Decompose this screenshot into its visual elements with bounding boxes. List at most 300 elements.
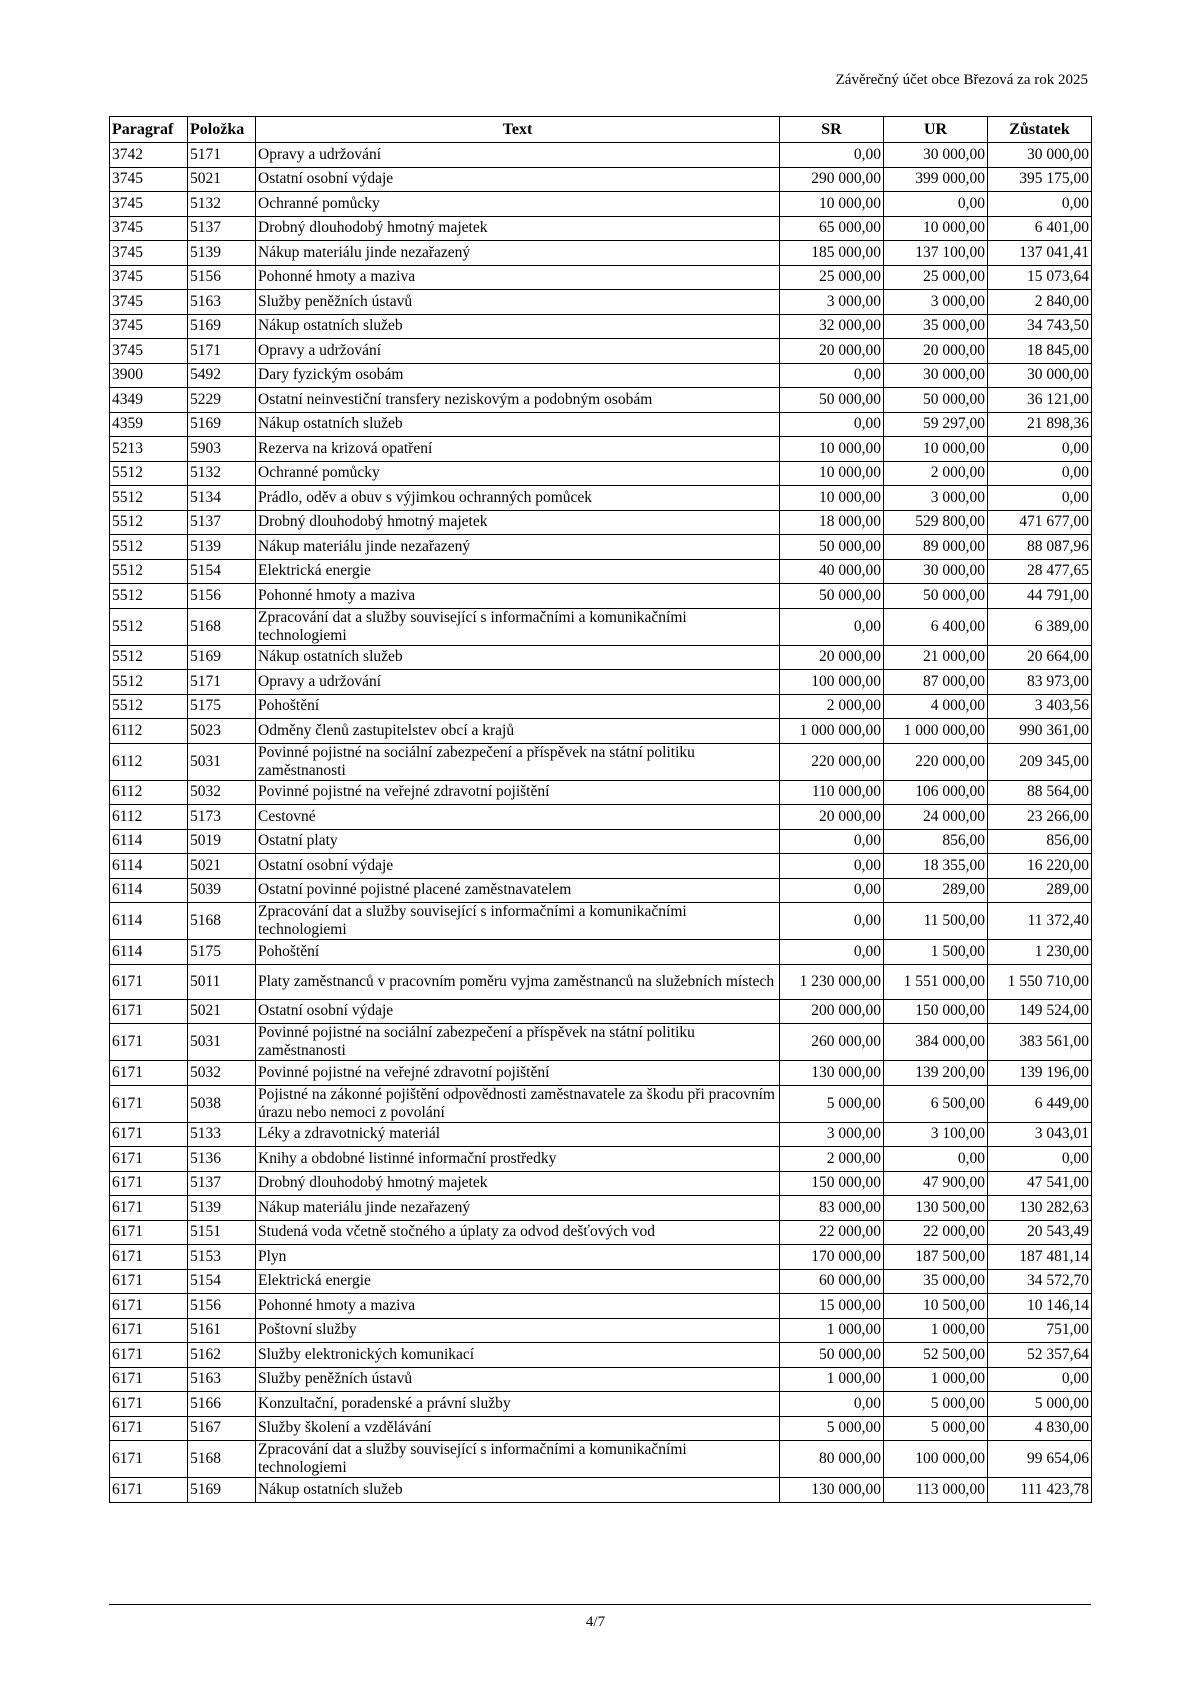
- column-header-ur: UR: [884, 117, 988, 143]
- cell-zustatek: 6 389,00: [988, 608, 1092, 645]
- cell-sr: 2 000,00: [780, 1147, 884, 1172]
- cell-polozka: 5132: [188, 192, 256, 217]
- cell-zustatek: 99 654,06: [988, 1441, 1092, 1478]
- cell-text: Nákup ostatních služeb: [256, 412, 780, 437]
- cell-zustatek: 83 973,00: [988, 670, 1092, 695]
- cell-zustatek: 289,00: [988, 878, 1092, 903]
- cell-paragraf: 6171: [110, 1392, 188, 1417]
- cell-text: Služby elektronických komunikací: [256, 1343, 780, 1368]
- table-row: [110, 1147, 1092, 1172]
- cell-paragraf: 3742: [110, 143, 188, 168]
- cell-text: Zpracování dat a služby související s informačními a komunikačními technologiemi: [256, 1441, 780, 1478]
- cell-text: Pohonné hmoty a maziva: [256, 265, 780, 290]
- cell-text: Léky a zdravotnický materiál: [256, 1122, 780, 1147]
- cell-ur: 10 500,00: [884, 1294, 988, 1319]
- cell-polozka: 5019: [188, 829, 256, 854]
- cell-paragraf: 3745: [110, 339, 188, 364]
- cell-sr: 260 000,00: [780, 1024, 884, 1061]
- cell-text: Pohonné hmoty a maziva: [256, 1294, 780, 1319]
- cell-ur: 113 000,00: [884, 1478, 988, 1503]
- cell-paragraf: 6171: [110, 1122, 188, 1147]
- cell-text: Služby školení a vzdělávání: [256, 1416, 780, 1441]
- cell-zustatek: 34 743,50: [988, 314, 1092, 339]
- cell-sr: 32 000,00: [780, 314, 884, 339]
- cell-sr: 0,00: [780, 854, 884, 879]
- cell-polozka: 5153: [188, 1245, 256, 1270]
- cell-text: Studená voda včetně stočného a úplaty za odvod dešťových vod: [256, 1220, 780, 1245]
- cell-ur: 18 355,00: [884, 854, 988, 879]
- cell-text: Plyn: [256, 1245, 780, 1270]
- cell-ur: 47 900,00: [884, 1171, 988, 1196]
- cell-paragraf: 6171: [110, 1478, 188, 1503]
- table-row: [110, 829, 1092, 854]
- column-header-text: Text: [256, 117, 780, 143]
- cell-sr: 10 000,00: [780, 486, 884, 511]
- cell-text: Nákup materiálu jinde nezařazený: [256, 241, 780, 266]
- cell-sr: 80 000,00: [780, 1441, 884, 1478]
- cell-polozka: 5168: [188, 608, 256, 645]
- cell-sr: 0,00: [780, 1392, 884, 1417]
- cell-polozka: 5161: [188, 1318, 256, 1343]
- cell-ur: 5 000,00: [884, 1392, 988, 1417]
- cell-sr: 5 000,00: [780, 1416, 884, 1441]
- cell-paragraf: 3745: [110, 290, 188, 315]
- cell-sr: 0,00: [780, 829, 884, 854]
- table-row: [110, 1367, 1092, 1392]
- cell-polozka: 5171: [188, 339, 256, 364]
- cell-text: Opravy a udržování: [256, 670, 780, 695]
- cell-polozka: 5162: [188, 1343, 256, 1368]
- cell-sr: 0,00: [780, 143, 884, 168]
- cell-paragraf: 5512: [110, 694, 188, 719]
- document-header-title: Závěrečný účet obce Březová za rok 2025: [835, 72, 1088, 88]
- cell-text: Povinné pojistné na veřejné zdravotní pojištění: [256, 780, 780, 805]
- cell-text: Ostatní osobní výdaje: [256, 999, 780, 1024]
- table-row: [110, 461, 1092, 486]
- cell-text: Odměny členů zastupitelstev obcí a krajů: [256, 719, 780, 744]
- cell-paragraf: 6114: [110, 829, 188, 854]
- cell-polozka: 5139: [188, 535, 256, 560]
- cell-polozka: 5023: [188, 719, 256, 744]
- cell-text: Poštovní služby: [256, 1318, 780, 1343]
- cell-sr: 2 000,00: [780, 694, 884, 719]
- cell-text: Pojistné na zákonné pojištění odpovědnosti zaměstnavatele za škodu při pracovním úrazu nebo nemoci z povolání: [256, 1085, 780, 1122]
- cell-zustatek: 4 830,00: [988, 1416, 1092, 1441]
- cell-ur: 130 500,00: [884, 1196, 988, 1221]
- cell-polozka: 5175: [188, 694, 256, 719]
- cell-text: Ostatní neinvestiční transfery neziskovým a podobným osobám: [256, 388, 780, 413]
- cell-paragraf: 6171: [110, 1343, 188, 1368]
- cell-sr: 60 000,00: [780, 1269, 884, 1294]
- cell-sr: 40 000,00: [780, 559, 884, 584]
- cell-paragraf: 5512: [110, 486, 188, 511]
- cell-zustatek: 990 361,00: [988, 719, 1092, 744]
- cell-sr: 0,00: [780, 412, 884, 437]
- table-row: [110, 486, 1092, 511]
- table-row: [110, 216, 1092, 241]
- table-row: [110, 694, 1092, 719]
- cell-polozka: 5175: [188, 940, 256, 965]
- table-row: [110, 339, 1092, 364]
- cell-ur: 856,00: [884, 829, 988, 854]
- cell-text: Opravy a udržování: [256, 339, 780, 364]
- table-row: [110, 1441, 1092, 1478]
- cell-polozka: 5132: [188, 461, 256, 486]
- cell-zustatek: 88 564,00: [988, 780, 1092, 805]
- cell-ur: 20 000,00: [884, 339, 988, 364]
- cell-zustatek: 21 898,36: [988, 412, 1092, 437]
- cell-zustatek: 10 146,14: [988, 1294, 1092, 1319]
- cell-polozka: 5169: [188, 1478, 256, 1503]
- cell-polozka: 5171: [188, 143, 256, 168]
- cell-zustatek: 6 449,00: [988, 1085, 1092, 1122]
- cell-polozka: 5169: [188, 412, 256, 437]
- cell-zustatek: 28 477,65: [988, 559, 1092, 584]
- cell-ur: 1 500,00: [884, 940, 988, 965]
- cell-paragraf: 6171: [110, 1147, 188, 1172]
- cell-zustatek: 20 543,49: [988, 1220, 1092, 1245]
- cell-polozka: 5229: [188, 388, 256, 413]
- cell-zustatek: 30 000,00: [988, 363, 1092, 388]
- cell-sr: 0,00: [780, 940, 884, 965]
- column-header-sr: SR: [780, 117, 884, 143]
- cell-sr: 18 000,00: [780, 510, 884, 535]
- cell-sr: 1 000,00: [780, 1367, 884, 1392]
- table-row: [110, 584, 1092, 609]
- cell-paragraf: 5512: [110, 535, 188, 560]
- column-header-polozka: Položka: [188, 117, 256, 143]
- cell-paragraf: 6171: [110, 1024, 188, 1061]
- cell-ur: 30 000,00: [884, 143, 988, 168]
- cell-zustatek: 3 403,56: [988, 694, 1092, 719]
- cell-paragraf: 3745: [110, 167, 188, 192]
- cell-text: Elektrická energie: [256, 559, 780, 584]
- cell-paragraf: 4349: [110, 388, 188, 413]
- cell-sr: 10 000,00: [780, 437, 884, 462]
- cell-sr: 1 000,00: [780, 1318, 884, 1343]
- cell-sr: 290 000,00: [780, 167, 884, 192]
- cell-paragraf: 6171: [110, 964, 188, 999]
- table-row: [110, 854, 1092, 879]
- cell-ur: 139 200,00: [884, 1061, 988, 1086]
- cell-sr: 0,00: [780, 903, 884, 940]
- cell-zustatek: 2 840,00: [988, 290, 1092, 315]
- cell-polozka: 5156: [188, 584, 256, 609]
- table-row: [110, 940, 1092, 965]
- cell-zustatek: 5 000,00: [988, 1392, 1092, 1417]
- cell-polozka: 5136: [188, 1147, 256, 1172]
- page-number: 4/7: [585, 1614, 606, 1630]
- cell-paragraf: 6171: [110, 1294, 188, 1319]
- cell-paragraf: 3745: [110, 216, 188, 241]
- cell-zustatek: 18 845,00: [988, 339, 1092, 364]
- cell-text: Ochranné pomůcky: [256, 461, 780, 486]
- cell-sr: 50 000,00: [780, 535, 884, 560]
- cell-polozka: 5167: [188, 1416, 256, 1441]
- table-row: [110, 1085, 1092, 1122]
- table-row: [110, 1416, 1092, 1441]
- cell-paragraf: 5512: [110, 670, 188, 695]
- table-row: [110, 670, 1092, 695]
- cell-paragraf: 6112: [110, 743, 188, 780]
- cell-polozka: 5163: [188, 290, 256, 315]
- cell-text: Dary fyzickým osobám: [256, 363, 780, 388]
- cell-text: Ostatní povinné pojistné placené zaměstnavatelem: [256, 878, 780, 903]
- cell-polozka: 5139: [188, 241, 256, 266]
- cell-sr: 50 000,00: [780, 584, 884, 609]
- cell-polozka: 5163: [188, 1367, 256, 1392]
- cell-polozka: 5168: [188, 1441, 256, 1478]
- cell-paragraf: 6114: [110, 940, 188, 965]
- cell-polozka: 5156: [188, 1294, 256, 1319]
- cell-paragraf: 6171: [110, 1171, 188, 1196]
- table-body: [110, 143, 1092, 1503]
- cell-text: Nákup materiálu jinde nezařazený: [256, 1196, 780, 1221]
- cell-text: Knihy a obdobné listinné informační prostředky: [256, 1147, 780, 1172]
- cell-ur: 6 500,00: [884, 1085, 988, 1122]
- cell-zustatek: 130 282,63: [988, 1196, 1092, 1221]
- cell-paragraf: 6171: [110, 1245, 188, 1270]
- cell-ur: 529 800,00: [884, 510, 988, 535]
- cell-zustatek: 856,00: [988, 829, 1092, 854]
- cell-paragraf: 6171: [110, 1196, 188, 1221]
- cell-ur: 10 000,00: [884, 216, 988, 241]
- cell-text: Opravy a udržování: [256, 143, 780, 168]
- cell-ur: 87 000,00: [884, 670, 988, 695]
- table-row: [110, 1318, 1092, 1343]
- cell-zustatek: 0,00: [988, 1147, 1092, 1172]
- cell-zustatek: 187 481,14: [988, 1245, 1092, 1270]
- cell-sr: 15 000,00: [780, 1294, 884, 1319]
- cell-ur: 30 000,00: [884, 559, 988, 584]
- cell-paragraf: 6171: [110, 1367, 188, 1392]
- table-row: [110, 314, 1092, 339]
- cell-zustatek: 16 220,00: [988, 854, 1092, 879]
- cell-zustatek: 23 266,00: [988, 805, 1092, 830]
- cell-ur: 4 000,00: [884, 694, 988, 719]
- table-row: [110, 1478, 1092, 1503]
- cell-paragraf: 6112: [110, 780, 188, 805]
- cell-zustatek: 88 087,96: [988, 535, 1092, 560]
- cell-paragraf: 6114: [110, 878, 188, 903]
- cell-text: Ostatní osobní výdaje: [256, 854, 780, 879]
- cell-ur: 0,00: [884, 192, 988, 217]
- cell-text: Pohoštění: [256, 940, 780, 965]
- column-header-zustatek: Zůstatek: [988, 117, 1092, 143]
- cell-zustatek: 11 372,40: [988, 903, 1092, 940]
- cell-ur: 137 100,00: [884, 241, 988, 266]
- cell-paragraf: 5512: [110, 559, 188, 584]
- cell-ur: 35 000,00: [884, 1269, 988, 1294]
- cell-ur: 24 000,00: [884, 805, 988, 830]
- cell-sr: 10 000,00: [780, 192, 884, 217]
- cell-ur: 3 000,00: [884, 486, 988, 511]
- cell-zustatek: 6 401,00: [988, 216, 1092, 241]
- cell-sr: 3 000,00: [780, 290, 884, 315]
- table-row: [110, 805, 1092, 830]
- cell-paragraf: 6171: [110, 1441, 188, 1478]
- cell-zustatek: 36 121,00: [988, 388, 1092, 413]
- cell-text: Ochranné pomůcky: [256, 192, 780, 217]
- cell-text: Zpracování dat a služby související s informačními a komunikačními technologiemi: [256, 903, 780, 940]
- cell-paragraf: 6171: [110, 1416, 188, 1441]
- cell-sr: 20 000,00: [780, 339, 884, 364]
- cell-paragraf: 6114: [110, 854, 188, 879]
- cell-zustatek: 0,00: [988, 437, 1092, 462]
- column-header-paragraf: Paragraf: [110, 117, 188, 143]
- cell-sr: 65 000,00: [780, 216, 884, 241]
- cell-zustatek: 149 524,00: [988, 999, 1092, 1024]
- cell-text: Drobný dlouhodobý hmotný majetek: [256, 510, 780, 535]
- cell-text: Povinné pojistné na sociální zabezpečení a příspěvek na státní politiku zaměstnanosti: [256, 743, 780, 780]
- cell-zustatek: 52 357,64: [988, 1343, 1092, 1368]
- table-row: [110, 192, 1092, 217]
- cell-text: Povinné pojistné na sociální zabezpečení a příspěvek na státní politiku zaměstnanosti: [256, 1024, 780, 1061]
- cell-sr: 0,00: [780, 878, 884, 903]
- cell-text: Nákup ostatních služeb: [256, 314, 780, 339]
- cell-sr: 200 000,00: [780, 999, 884, 1024]
- table-row: [110, 780, 1092, 805]
- cell-ur: 0,00: [884, 1147, 988, 1172]
- cell-text: Drobný dlouhodobý hmotný majetek: [256, 1171, 780, 1196]
- cell-zustatek: 751,00: [988, 1318, 1092, 1343]
- cell-paragraf: 6114: [110, 903, 188, 940]
- cell-polozka: 5031: [188, 1024, 256, 1061]
- cell-paragraf: 5512: [110, 645, 188, 670]
- cell-zustatek: 0,00: [988, 192, 1092, 217]
- cell-text: Pohoštění: [256, 694, 780, 719]
- table-row: [110, 608, 1092, 645]
- cell-polozka: 5171: [188, 670, 256, 695]
- cell-polozka: 5021: [188, 167, 256, 192]
- cell-ur: 11 500,00: [884, 903, 988, 940]
- cell-polozka: 5151: [188, 1220, 256, 1245]
- cell-paragraf: 3745: [110, 192, 188, 217]
- table-row: [110, 388, 1092, 413]
- table-row: [110, 1122, 1092, 1147]
- cell-ur: 399 000,00: [884, 167, 988, 192]
- cell-zustatek: 20 664,00: [988, 645, 1092, 670]
- cell-sr: 110 000,00: [780, 780, 884, 805]
- cell-ur: 5 000,00: [884, 1416, 988, 1441]
- cell-paragraf: 5512: [110, 510, 188, 535]
- table-row: [110, 1294, 1092, 1319]
- table-row: [110, 1024, 1092, 1061]
- footer-divider: [109, 1604, 1091, 1605]
- cell-zustatek: 383 561,00: [988, 1024, 1092, 1061]
- cell-sr: 25 000,00: [780, 265, 884, 290]
- cell-ur: 89 000,00: [884, 535, 988, 560]
- cell-ur: 150 000,00: [884, 999, 988, 1024]
- table-row: [110, 290, 1092, 315]
- table-row: [110, 143, 1092, 168]
- cell-sr: 50 000,00: [780, 388, 884, 413]
- cell-ur: 187 500,00: [884, 1245, 988, 1270]
- cell-sr: 0,00: [780, 608, 884, 645]
- table-row: [110, 719, 1092, 744]
- cell-polozka: 5134: [188, 486, 256, 511]
- cell-zustatek: 139 196,00: [988, 1061, 1092, 1086]
- cell-zustatek: 0,00: [988, 461, 1092, 486]
- cell-polozka: 5038: [188, 1085, 256, 1122]
- cell-sr: 0,00: [780, 363, 884, 388]
- cell-polozka: 5137: [188, 510, 256, 535]
- cell-ur: 106 000,00: [884, 780, 988, 805]
- cell-zustatek: 30 000,00: [988, 143, 1092, 168]
- cell-text: Ostatní platy: [256, 829, 780, 854]
- cell-zustatek: 0,00: [988, 486, 1092, 511]
- cell-paragraf: 4359: [110, 412, 188, 437]
- cell-polozka: 5021: [188, 854, 256, 879]
- cell-paragraf: 6171: [110, 1318, 188, 1343]
- cell-text: Platy zaměstnanců v pracovním poměru vyjma zaměstnanců na služebních místech: [256, 964, 780, 999]
- cell-sr: 5 000,00: [780, 1085, 884, 1122]
- cell-sr: 20 000,00: [780, 645, 884, 670]
- cell-ur: 25 000,00: [884, 265, 988, 290]
- table-row: [110, 645, 1092, 670]
- cell-polozka: 5169: [188, 645, 256, 670]
- cell-text: Povinné pojistné na veřejné zdravotní pojištění: [256, 1061, 780, 1086]
- cell-ur: 100 000,00: [884, 1441, 988, 1478]
- cell-paragraf: 6171: [110, 1269, 188, 1294]
- cell-text: Služby peněžních ústavů: [256, 290, 780, 315]
- cell-sr: 10 000,00: [780, 461, 884, 486]
- cell-text: Nákup materiálu jinde nezařazený: [256, 535, 780, 560]
- cell-ur: 1 000,00: [884, 1318, 988, 1343]
- cell-paragraf: 5512: [110, 608, 188, 645]
- budget-table: [109, 116, 1092, 1503]
- cell-ur: 1 000 000,00: [884, 719, 988, 744]
- cell-ur: 6 400,00: [884, 608, 988, 645]
- cell-text: Služby peněžních ústavů: [256, 1367, 780, 1392]
- cell-paragraf: 3900: [110, 363, 188, 388]
- cell-polozka: 5173: [188, 805, 256, 830]
- cell-ur: 30 000,00: [884, 363, 988, 388]
- cell-ur: 384 000,00: [884, 1024, 988, 1061]
- cell-zustatek: 3 043,01: [988, 1122, 1092, 1147]
- cell-polozka: 5166: [188, 1392, 256, 1417]
- cell-text: Zpracování dat a služby související s informačními a komunikačními technologiemi: [256, 608, 780, 645]
- cell-polozka: 5011: [188, 964, 256, 999]
- cell-zustatek: 137 041,41: [988, 241, 1092, 266]
- table-row: [110, 743, 1092, 780]
- table-row: [110, 1196, 1092, 1221]
- cell-ur: 35 000,00: [884, 314, 988, 339]
- cell-paragraf: 5213: [110, 437, 188, 462]
- cell-text: Nákup ostatních služeb: [256, 645, 780, 670]
- cell-polozka: 5492: [188, 363, 256, 388]
- table-row: [110, 1392, 1092, 1417]
- cell-ur: 220 000,00: [884, 743, 988, 780]
- cell-sr: 170 000,00: [780, 1245, 884, 1270]
- cell-polozka: 5168: [188, 903, 256, 940]
- cell-zustatek: 209 345,00: [988, 743, 1092, 780]
- cell-polozka: 5169: [188, 314, 256, 339]
- cell-sr: 1 230 000,00: [780, 964, 884, 999]
- cell-sr: 100 000,00: [780, 670, 884, 695]
- table-row: [110, 1171, 1092, 1196]
- cell-polozka: 5039: [188, 878, 256, 903]
- cell-ur: 3 100,00: [884, 1122, 988, 1147]
- cell-polozka: 5021: [188, 999, 256, 1024]
- cell-paragraf: 3745: [110, 314, 188, 339]
- cell-paragraf: 5512: [110, 461, 188, 486]
- cell-paragraf: 3745: [110, 241, 188, 266]
- cell-polozka: 5156: [188, 265, 256, 290]
- cell-ur: 50 000,00: [884, 584, 988, 609]
- cell-zustatek: 1 550 710,00: [988, 964, 1092, 999]
- cell-zustatek: 47 541,00: [988, 1171, 1092, 1196]
